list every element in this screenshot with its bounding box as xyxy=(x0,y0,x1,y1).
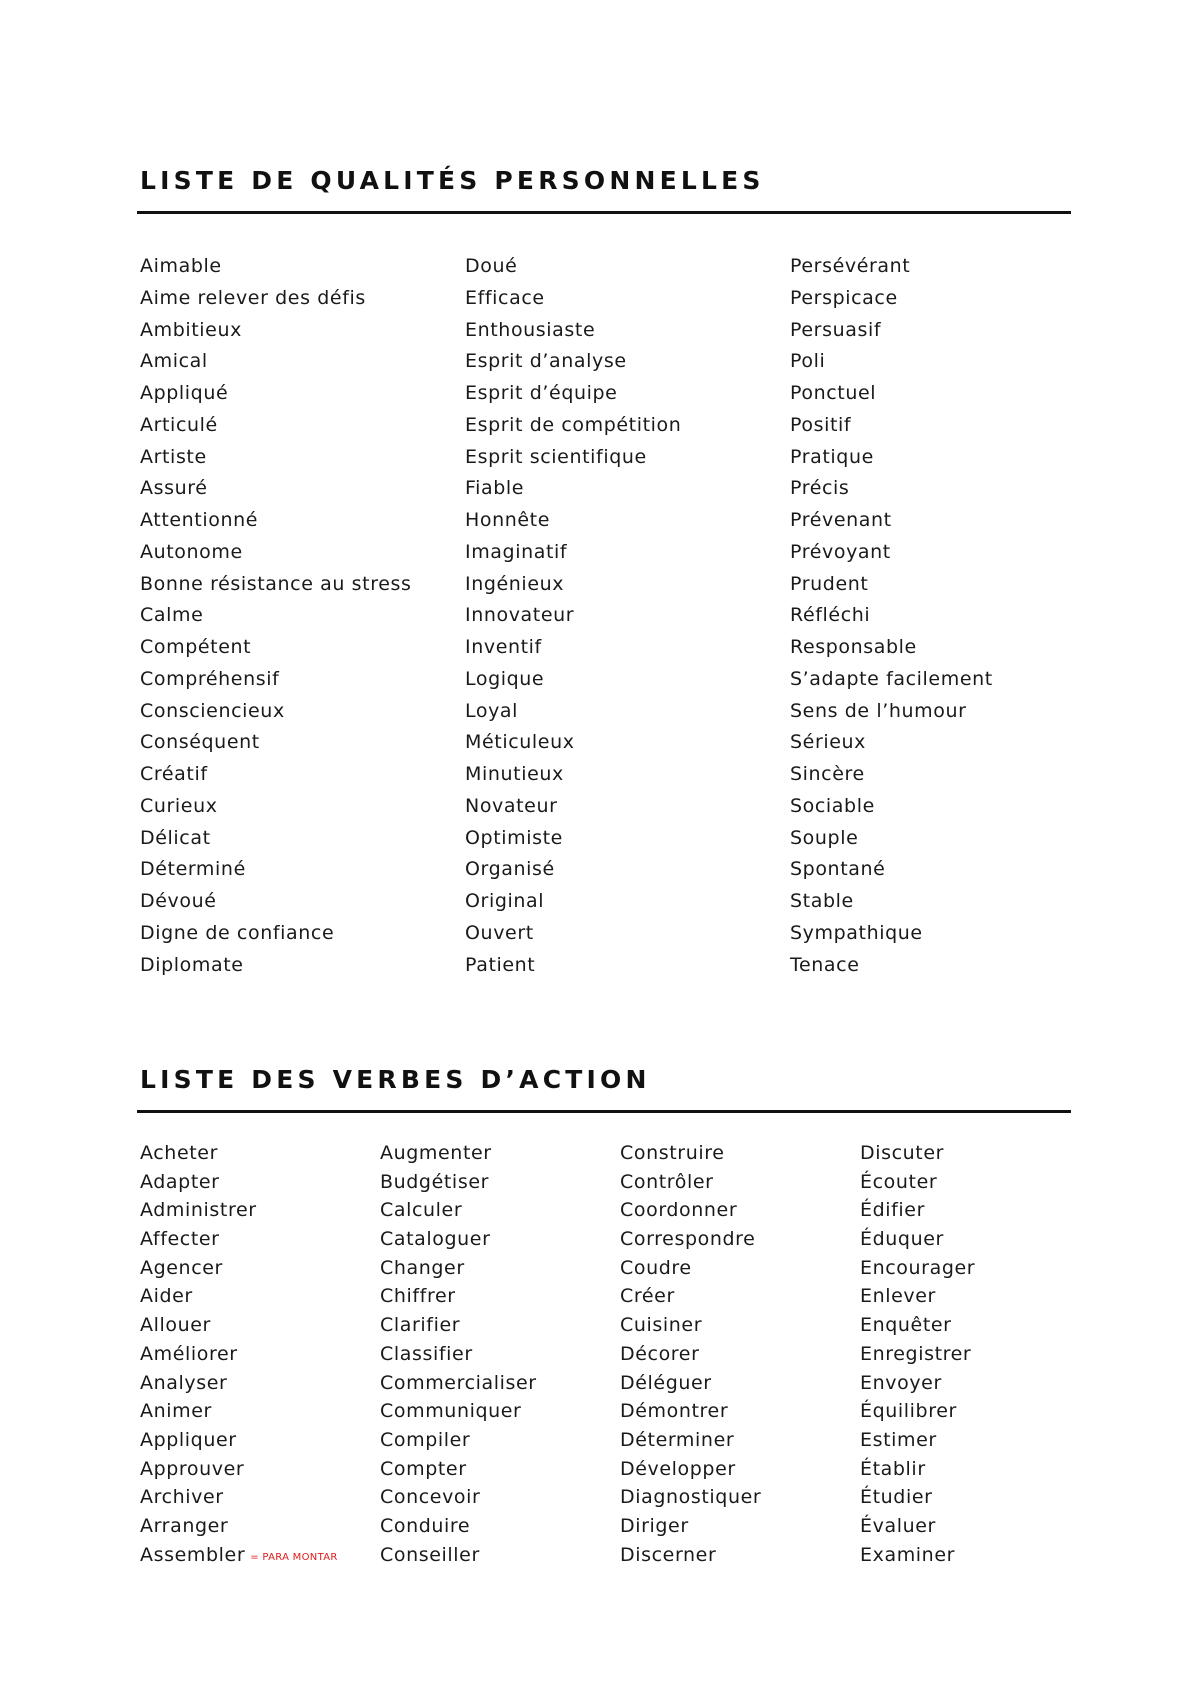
list-item-text: Enlever xyxy=(860,1285,936,1308)
list-item xyxy=(140,1139,338,1168)
list-item xyxy=(380,1282,537,1311)
list-item xyxy=(790,378,993,410)
list-item-text: Bonne résistance au stress xyxy=(140,572,412,595)
verbes-column-2 xyxy=(380,1139,537,1569)
list-item-text: Consciencieux xyxy=(140,699,285,722)
list-item xyxy=(860,1311,975,1340)
list-item xyxy=(620,1225,761,1254)
list-item-text: Créer xyxy=(620,1285,675,1308)
list-item xyxy=(860,1483,975,1512)
list-item-text: Innovateur xyxy=(465,604,575,627)
list-item xyxy=(380,1340,537,1369)
list-item-text: Adapter xyxy=(140,1170,220,1193)
list-item-text: Discuter xyxy=(860,1142,945,1164)
list-item-text: Enthousiaste xyxy=(465,318,596,341)
list-item-text: Classifier xyxy=(380,1342,473,1365)
list-item-text: Évaluer xyxy=(860,1514,936,1537)
list-item xyxy=(140,918,412,950)
list-item xyxy=(380,1225,537,1254)
list-item xyxy=(140,1311,338,1340)
list-item-text: Positif xyxy=(790,413,852,436)
list-item xyxy=(140,315,412,347)
list-item-text: Compétent xyxy=(140,636,252,658)
list-item xyxy=(790,346,993,378)
list-item xyxy=(790,696,993,728)
list-item xyxy=(860,1455,975,1484)
list-item-text: Patient xyxy=(465,953,536,976)
list-item-text: Ingénieux xyxy=(465,572,565,595)
list-item-text: Dévoué xyxy=(140,890,217,912)
list-item xyxy=(140,950,412,982)
list-item xyxy=(140,1340,338,1369)
list-item-text: Encourager xyxy=(860,1256,976,1279)
list-item xyxy=(620,1168,761,1197)
list-item xyxy=(465,854,681,886)
list-item xyxy=(380,1483,537,1512)
list-item xyxy=(790,569,993,601)
list-item-text: Novateur xyxy=(465,794,558,817)
list-item-text: Sérieux xyxy=(790,731,867,754)
list-item-text: Perspicace xyxy=(790,286,898,309)
list-item-text: Étudier xyxy=(860,1486,933,1509)
list-item xyxy=(140,569,412,601)
list-item-text: Cuisiner xyxy=(620,1314,703,1337)
list-item xyxy=(140,346,412,378)
list-item xyxy=(620,1282,761,1311)
list-item xyxy=(790,442,993,474)
list-item-text: Organisé xyxy=(465,858,555,881)
list-item-text: Améliorer xyxy=(140,1342,238,1365)
list-item xyxy=(465,410,681,442)
list-item xyxy=(140,600,412,632)
list-item-text: Diagnostiquer xyxy=(620,1486,762,1509)
list-item-text: Ponctuel xyxy=(790,382,877,404)
list-item xyxy=(140,537,412,569)
list-item-text: Optimiste xyxy=(465,826,563,849)
list-item xyxy=(140,251,412,283)
list-item-text: Prévoyant xyxy=(790,540,891,563)
list-item-text: Ambitieux xyxy=(140,318,242,341)
list-item xyxy=(140,727,412,759)
list-item-text: Sympathique xyxy=(790,921,923,944)
qualites-divider xyxy=(137,211,1071,214)
list-item xyxy=(790,727,993,759)
verbes-column-1 xyxy=(140,1139,338,1569)
list-item-text: Changer xyxy=(380,1256,465,1279)
list-item-text: Sociable xyxy=(790,794,875,817)
list-item-text: Délicat xyxy=(140,826,211,849)
list-item-text: Diriger xyxy=(620,1514,689,1537)
list-item-text: Minutieux xyxy=(465,763,564,785)
list-item xyxy=(465,823,681,855)
list-item-text: Digne de confiance xyxy=(140,921,335,944)
list-item xyxy=(380,1139,537,1168)
verbes-column-4 xyxy=(860,1139,975,1569)
list-item-text: Agencer xyxy=(140,1256,223,1279)
list-item xyxy=(380,1311,537,1340)
list-item xyxy=(140,505,412,537)
list-item-text: Fiable xyxy=(465,477,525,500)
list-item-text: Inventif xyxy=(465,636,542,658)
list-item xyxy=(140,1397,338,1426)
list-item-text: Aimable xyxy=(140,255,222,277)
list-item xyxy=(620,1340,761,1369)
list-item xyxy=(465,315,681,347)
list-item xyxy=(620,1196,761,1225)
list-item xyxy=(860,1397,975,1426)
list-item-text: Pratique xyxy=(790,445,874,468)
list-item xyxy=(140,759,412,791)
list-item xyxy=(790,854,993,886)
list-item xyxy=(140,1426,338,1455)
list-item xyxy=(380,1541,537,1570)
list-item xyxy=(140,664,412,696)
list-item-text: Démontrer xyxy=(620,1400,729,1423)
list-item-text: Persévérant xyxy=(790,255,911,277)
list-item-text: Appliqué xyxy=(140,382,229,404)
list-item xyxy=(465,505,681,537)
list-item-text: Écouter xyxy=(860,1170,938,1193)
list-item-text: Poli xyxy=(790,350,826,373)
list-item-text: Spontané xyxy=(790,858,886,881)
list-item-text: Compiler xyxy=(380,1428,471,1451)
list-item-text: Curieux xyxy=(140,794,218,817)
list-item xyxy=(790,283,993,315)
list-item xyxy=(790,791,993,823)
list-item xyxy=(140,1225,338,1254)
list-item xyxy=(140,1168,338,1197)
list-item-text: Coudre xyxy=(620,1256,692,1279)
list-item xyxy=(465,600,681,632)
list-item xyxy=(140,1541,338,1570)
list-item xyxy=(465,791,681,823)
list-item xyxy=(140,473,412,505)
list-item-text: Logique xyxy=(465,667,545,690)
list-item-text: Amical xyxy=(140,350,208,373)
list-item xyxy=(620,1254,761,1283)
list-item-text: Original xyxy=(465,890,545,912)
list-item xyxy=(860,1369,975,1398)
list-item xyxy=(790,632,993,664)
list-item-text: Diplomate xyxy=(140,953,244,976)
list-item xyxy=(380,1168,537,1197)
list-item-text: Affecter xyxy=(140,1228,220,1251)
list-item-text: Construire xyxy=(620,1142,725,1164)
list-item-text: Discerner xyxy=(620,1543,717,1566)
qualites-column-1 xyxy=(140,251,412,981)
list-item-text: Responsable xyxy=(790,636,917,658)
list-item-text: Aime relever des défis xyxy=(140,286,366,309)
list-item-text: Commercialiser xyxy=(380,1371,537,1394)
list-item xyxy=(465,886,681,918)
list-item xyxy=(140,823,412,855)
list-item xyxy=(790,918,993,950)
list-item-text: Enquêter xyxy=(860,1314,952,1337)
list-item xyxy=(140,1282,338,1311)
list-item xyxy=(465,283,681,315)
list-item xyxy=(790,251,993,283)
list-item xyxy=(465,727,681,759)
list-item-text: Tenace xyxy=(790,953,860,976)
list-item-text: Assembler xyxy=(140,1543,246,1566)
list-item-text: Doué xyxy=(465,255,518,277)
list-item xyxy=(465,537,681,569)
list-item xyxy=(465,569,681,601)
list-item-text: Stable xyxy=(790,890,854,912)
list-item-text: Persuasif xyxy=(790,318,882,341)
list-item xyxy=(140,696,412,728)
list-item-text: Appliquer xyxy=(140,1428,237,1451)
list-item xyxy=(140,1455,338,1484)
verbes-column-3 xyxy=(620,1139,761,1569)
list-item xyxy=(465,378,681,410)
list-item xyxy=(790,315,993,347)
list-item xyxy=(465,473,681,505)
list-item-text: Réfléchi xyxy=(790,604,871,627)
list-item xyxy=(860,1254,975,1283)
list-item xyxy=(465,918,681,950)
list-item xyxy=(620,1541,761,1570)
list-item xyxy=(465,664,681,696)
list-item-text: Clarifier xyxy=(380,1314,461,1337)
list-item xyxy=(465,696,681,728)
list-item-text: Attentionné xyxy=(140,509,259,531)
list-item-text: Déterminé xyxy=(140,858,246,881)
list-item-text: Conseiller xyxy=(380,1543,480,1566)
list-item-text: Envoyer xyxy=(860,1371,942,1394)
list-item-text: Imaginatif xyxy=(465,540,568,563)
list-item-text: Artiste xyxy=(140,445,207,468)
list-item xyxy=(790,473,993,505)
list-item xyxy=(620,1426,761,1455)
list-item xyxy=(465,632,681,664)
list-item-text: Créatif xyxy=(140,763,208,785)
list-item-text: Efficace xyxy=(465,286,545,309)
red-annotation: = PARA MONTAR xyxy=(250,1551,338,1563)
list-item-text: Établir xyxy=(860,1457,926,1480)
list-item-text: Conséquent xyxy=(140,731,260,754)
list-item xyxy=(380,1426,537,1455)
list-item-text: Coordonner xyxy=(620,1199,738,1222)
list-item xyxy=(860,1282,975,1311)
list-item-text: Examiner xyxy=(860,1543,956,1566)
list-item xyxy=(620,1455,761,1484)
list-item-text: Correspondre xyxy=(620,1228,756,1251)
list-item-text: Communiquer xyxy=(380,1400,522,1423)
list-item-text: Développer xyxy=(620,1457,736,1480)
list-item xyxy=(860,1196,975,1225)
list-item xyxy=(465,442,681,474)
list-item-text: Éduquer xyxy=(860,1228,944,1251)
list-item-text: Assuré xyxy=(140,477,208,500)
list-item-text: Contrôler xyxy=(620,1170,714,1193)
list-item-text: Administrer xyxy=(140,1199,257,1222)
list-item-text: Conduire xyxy=(380,1514,471,1537)
list-item-text: Ouvert xyxy=(465,921,534,944)
list-item xyxy=(620,1397,761,1426)
list-item-text: Cataloguer xyxy=(380,1228,491,1251)
list-item-text: Acheter xyxy=(140,1142,218,1164)
list-item-text: Articulé xyxy=(140,413,218,436)
list-item xyxy=(790,823,993,855)
list-item-text: Sincère xyxy=(790,763,865,785)
list-item xyxy=(465,346,681,378)
list-item xyxy=(465,251,681,283)
list-item xyxy=(140,378,412,410)
list-item-text: Méticuleux xyxy=(465,731,575,754)
list-item xyxy=(860,1426,975,1455)
list-item xyxy=(790,505,993,537)
list-item-text: Estimer xyxy=(860,1428,937,1451)
list-item-text: Déléguer xyxy=(620,1371,712,1394)
list-item xyxy=(620,1139,761,1168)
list-item xyxy=(620,1311,761,1340)
list-item xyxy=(140,632,412,664)
list-item xyxy=(140,854,412,886)
list-item-text: Compréhensif xyxy=(140,667,280,690)
list-item-text: Animer xyxy=(140,1400,212,1423)
list-item-text: Calculer xyxy=(380,1199,463,1222)
list-item-text: Concevoir xyxy=(380,1486,481,1509)
list-item-text: Arranger xyxy=(140,1514,229,1537)
list-item xyxy=(620,1369,761,1398)
list-item-text: Loyal xyxy=(465,699,519,722)
list-item xyxy=(860,1139,975,1168)
list-item xyxy=(790,600,993,632)
list-item-text: Esprit de compétition xyxy=(465,413,682,436)
verbes-columns xyxy=(140,1139,1071,1569)
list-item xyxy=(140,1196,338,1225)
list-item-text: Prévenant xyxy=(790,509,892,531)
list-item xyxy=(620,1512,761,1541)
list-item-text: S’adapte facilement xyxy=(790,667,993,690)
list-item-text: Esprit scientifique xyxy=(465,445,647,468)
list-item xyxy=(465,950,681,982)
qualites-title: LISTE DE QUALITÉS PERSONNELLES xyxy=(140,166,765,195)
list-item xyxy=(380,1254,537,1283)
list-item-text: Honnête xyxy=(465,509,551,531)
list-item-text: Calme xyxy=(140,604,204,627)
list-item-text: Analyser xyxy=(140,1371,228,1394)
list-item-text: Compter xyxy=(380,1457,467,1480)
list-item xyxy=(465,759,681,791)
list-item-text: Budgétiser xyxy=(380,1170,490,1193)
list-item-text: Esprit d’analyse xyxy=(465,350,627,373)
list-item-text: Précis xyxy=(790,477,850,500)
list-item xyxy=(860,1225,975,1254)
list-item xyxy=(380,1455,537,1484)
list-item xyxy=(380,1397,537,1426)
list-item-text: Souple xyxy=(790,826,859,849)
qualites-column-3 xyxy=(790,251,993,981)
list-item xyxy=(380,1196,537,1225)
list-item xyxy=(140,283,412,315)
list-item xyxy=(790,537,993,569)
list-item-text: Déterminer xyxy=(620,1428,735,1451)
list-item-text: Augmenter xyxy=(380,1142,492,1164)
list-item xyxy=(140,1369,338,1398)
qualites-columns xyxy=(140,251,1071,976)
list-item-text: Esprit d’équipe xyxy=(465,382,618,404)
qualites-column-2 xyxy=(465,251,681,981)
list-item-text: Prudent xyxy=(790,572,869,595)
list-item-text: Aider xyxy=(140,1285,193,1308)
list-item xyxy=(140,791,412,823)
list-item-text: Chiffrer xyxy=(380,1285,456,1308)
list-item xyxy=(140,1512,338,1541)
list-item-text: Édifier xyxy=(860,1199,926,1222)
list-item-text: Autonome xyxy=(140,540,243,563)
list-item xyxy=(790,886,993,918)
list-item xyxy=(620,1483,761,1512)
verbes-section xyxy=(137,1063,1071,1569)
list-item-text: Enregistrer xyxy=(860,1342,972,1365)
list-item-text: Allouer xyxy=(140,1314,211,1337)
list-item-text: Sens de l’humour xyxy=(790,699,967,722)
list-item xyxy=(790,950,993,982)
list-item-text: Équilibrer xyxy=(860,1400,957,1423)
list-item xyxy=(140,442,412,474)
list-item xyxy=(140,1483,338,1512)
list-item xyxy=(380,1512,537,1541)
verbes-title: LISTE DES VERBES D’ACTION xyxy=(140,1065,651,1094)
list-item xyxy=(140,410,412,442)
list-item xyxy=(380,1369,537,1398)
list-item-text: Décorer xyxy=(620,1342,700,1365)
list-item xyxy=(860,1168,975,1197)
list-item xyxy=(790,410,993,442)
list-item xyxy=(790,759,993,791)
list-item xyxy=(860,1340,975,1369)
list-item xyxy=(140,886,412,918)
list-item-text: Archiver xyxy=(140,1486,224,1509)
list-item xyxy=(860,1512,975,1541)
list-item-text: Approuver xyxy=(140,1457,245,1480)
list-item xyxy=(140,1254,338,1283)
verbes-divider xyxy=(137,1110,1071,1113)
list-item xyxy=(860,1541,975,1570)
qualites-section xyxy=(137,164,1071,976)
list-item xyxy=(790,664,993,696)
